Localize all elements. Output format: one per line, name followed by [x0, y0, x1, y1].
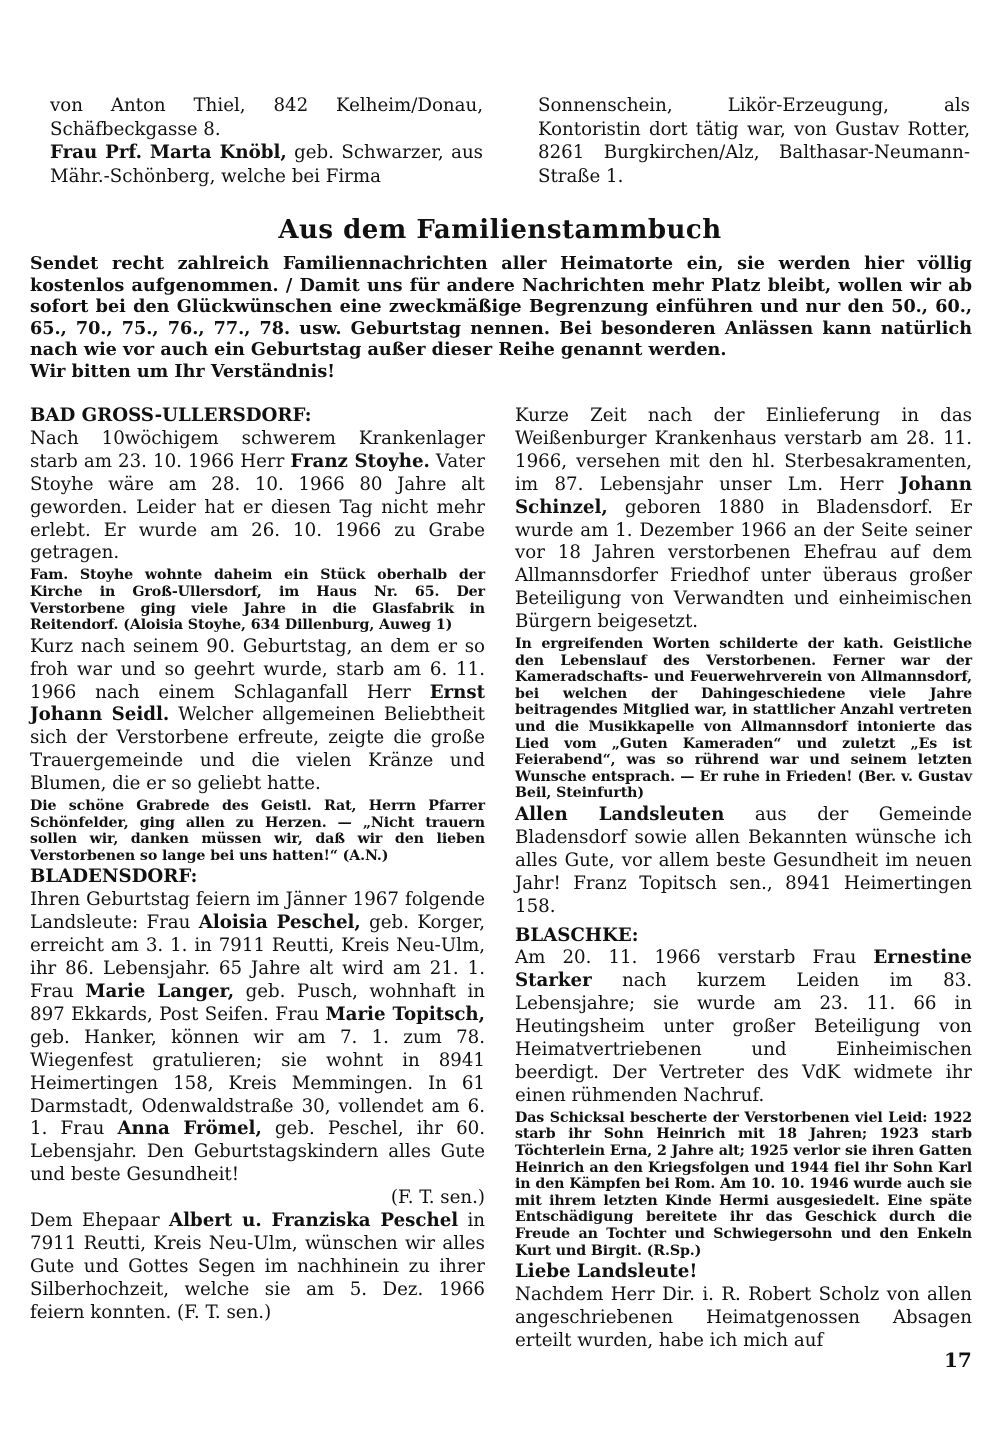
- scholz-paragraph: Nachdem Herr Dir. i. R. Robert Scholz von allen angeschriebenen Heimatgenossen Absagen erteilt wurden, habe ich mich auf: [515, 1284, 972, 1351]
- top-left-column: [50, 94, 483, 188]
- section-heading: Aus dem Familienstammbuch: [278, 215, 722, 245]
- heading-bladensdorf: BLADENSDORF:: [30, 866, 198, 888]
- schinzel-paragraph: Kurze Zeit nach der Einlieferung in das Weißenburger Krankenhaus verstarb am 28. 11. 1966, versehen mit den hl. Sterbesakramenten, im 87. Lebensjahr unser Lm. Herr Johann Schinzel, geboren 1880 in Bladensdorf. Er wurde am 1. Dezember 1966 an der Seite seiner vor 18 Jahren verstorbenen Ehefrau auf dem Allmannsdorfer Friedhof unter überaus großer Beteiligung von Verwandten und einheimischen Bürgern beigesetzt.: [515, 405, 972, 633]
- greetings-paragraph: Allen Landsleuten aus der Gemeinde Bladensdorf sowie allen Bekannten wünsche ich alles Gute, vor allem beste Gesundheit im neuen Jahr! Franz Topitsch sen., 8941 Heimertingen 158.: [515, 804, 972, 917]
- left-column: [30, 405, 485, 1325]
- schinzel-note: In ergreifenden Worten schilderte der kath. Geistliche den Lebenslauf des Verstorbenen. Ferner war der Kameradschafts- und Feuerwehrverein von Allmannsdorf, bei welchen der Dahingeschiedene viele Jahre beitragendes Mitglied war, in stattlicher Anzahl vertreten und die Musikkapelle von Allmannsdorf intonierte das Lied vom „Guten Kameraden“ und zuletzt „Es ist Feierabend“, was so rührend war und seinem letzten Wunsche entsprach. — Er ruhe in Frieden! (Ber. v. Gustav Beil, Steinfurth): [515, 636, 972, 802]
- birthdays-signature: (F. T. sen.): [390, 1187, 485, 1209]
- liebe-landsleute-heading: Liebe Landsleute!: [515, 1261, 698, 1283]
- seidl-paragraph: Kurz nach seinem 90. Geburtstag, an dem er so froh war und so geehrt wurde, starb am 6. 11. 1966 nach einem Schlaganfall Herr Ernst Johann Seidl. Welcher allgemeinen Beliebtheit sich der Verstorbene erfreute, zeigte die große Trauergemeinde und die vielen Kränze und Blumen, die er so geliebt hatte.: [30, 635, 485, 795]
- wedding-paragraph: Dem Ehepaar Albert u. Franziska Peschel in 7911 Reutti, Kreis Neu-Ulm, wünschen wir alles Gute und Gottes Segen im nachhinein zu ihrer Silberhochzeit, welche sie am 5. Dez. 1966 feiern konnten. (F. T. sen.): [30, 1210, 486, 1323]
- top-right-para: Sonnenschein, Likör-Erzeugung, als Kontoristin dort tätig war, von Gustav Rotter, 8261 Burgkirchen/Alz, Balthasar-Neumann-Straße 1.: [538, 95, 970, 187]
- intro-notice: [30, 253, 972, 382]
- right-column: [515, 405, 972, 1353]
- stoyhe-paragraph: Nach 10wöchigem schwerem Krankenlager starb am 23. 10. 1966 Herr Franz Stoyhe. Vater Stoyhe wäre am 28. 10. 1966 80 Jahre alt geworden. Leider hat er diesen Tag nicht mehr erlebt. Er wurde am 26. 10. 1966 zu Grabe getragen.: [30, 427, 485, 564]
- birthdays-paragraph: Ihren Geburtstag feiern im Jänner 1967 folgende Landsleute: Frau Aloisia Peschel, geb. Korger, erreicht am 3. 1. in 7911 Reutti, Kreis Neu-Ulm, ihr 86. Lebensjahr. 65 Jahre alt wird am 21. 1. Frau Marie Langer, geb. Pusch, wohnhaft in 897 Ekkards, Post Seifen. Frau Marie Topitsch, geb. Hanker, können wir am 7. 1. zum 78. Wiegenfest gratulieren; sie wohnt in 8941 Heimertingen 158, Kreis Memmingen. In 61 Darmstadt, Odenwaldstraße 30, vollendet am 6. 1. Frau Anna Frömel, geb. Peschel, ihr 60. Lebensjahr. Den Geburtstagskindern alles Gute und beste Gesundheit!: [30, 889, 485, 1186]
- top-right-column: [538, 94, 970, 188]
- page-number: 17: [944, 1348, 972, 1372]
- starker-paragraph: Am 20. 11. 1966 verstarb Frau Ernestine Starker nach kurzem Leiden im 83. Lebensjahre; sie wurde am 23. 11. 66 in Heutingsheim unter großer Beteiligung von Heimatvertriebenen und Einheimischen beerdigt. Der Vertreter des VdK widmete ihr einen rühmenden Nachruf.: [515, 947, 972, 1106]
- intro-closing: Wir bitten um Ihr Verständnis!: [30, 360, 335, 382]
- intro-text: Sendet recht zahlreich Familiennachrichten aller Heimatorte ein, sie werden hier völlig kostenlos aufgenommen. / Damit uns für andere Nachrichten mehr Platz bleibt, wollen wir ab sofort bei den Glückwünschen eine zweckmäßige Begrenzung einführen und nur den 50., 60., 65., 70., 75., 76., 77., 78. usw. Geburtstag nennen. Bei besonderen Anlässen kann natürlich nach wie vor auch ein Geburtstag außer dieser Reihe genannt werden.: [30, 253, 972, 360]
- top-left-para-1: von Anton Thiel, 842 Kelheim/Donau, Schäfbeckgasse 8.: [50, 95, 483, 140]
- seidl-note: Die schöne Grabrede des Geistl. Rat, Herrn Pfarrer Schönfelder, ging allen zu Herzen. — „Nicht trauern sollen wir, danken müssen wir, daß wir den lieben Verstorbenen so lange bei uns hatten!“ (A.N.): [30, 798, 485, 864]
- stoyhe-note: Fam. Stoyhe wohnte daheim ein Stück oberhalb der Kirche in Groß-Ullersdorf, im Haus Nr. 65. Der Verstorbene ging viele Jahre in die Glasfabrik in Reitendorf. (Aloisia Stoyhe, 634 Dillenburg, Auweg 1): [30, 567, 485, 634]
- name-knoebl: Frau Prf. Marta Knöbl,: [50, 142, 287, 163]
- starker-note: Das Schicksal bescherte der Verstorbenen viel Leid: 1922 starb ihr Sohn Heinrich mit 18 Jahren; 1923 starb Töchterlein Erna, 2 Jahre alt; 1925 verlor sie ihren Gatten Heinrich an den Kriegsfolgen und 1944 fiel ihr Sohn Karl in den Kämpfen bei Rom. Am 10. 10. 1946 wurde auch sie mit ihrem letzten Kinde Hermi ausgesiedelt. Eine späte Entschädigung bereitete ihr das Geschick durch die Freude an Tochter und Schwiegersohn und den Enkeln Kurt und Birgit. (R.Sp.): [515, 1109, 972, 1259]
- heading-blaschke: BLASCHKE:: [515, 924, 639, 946]
- heading-bad-gross-ullersdorf: BAD GROSS-ULLERSDORF:: [30, 405, 312, 426]
- top-left-para-2: Frau Prf. Marta Knöbl, geb. Schwarzer, aus Mähr.-Schönberg, welche bei Firma: [50, 142, 483, 187]
